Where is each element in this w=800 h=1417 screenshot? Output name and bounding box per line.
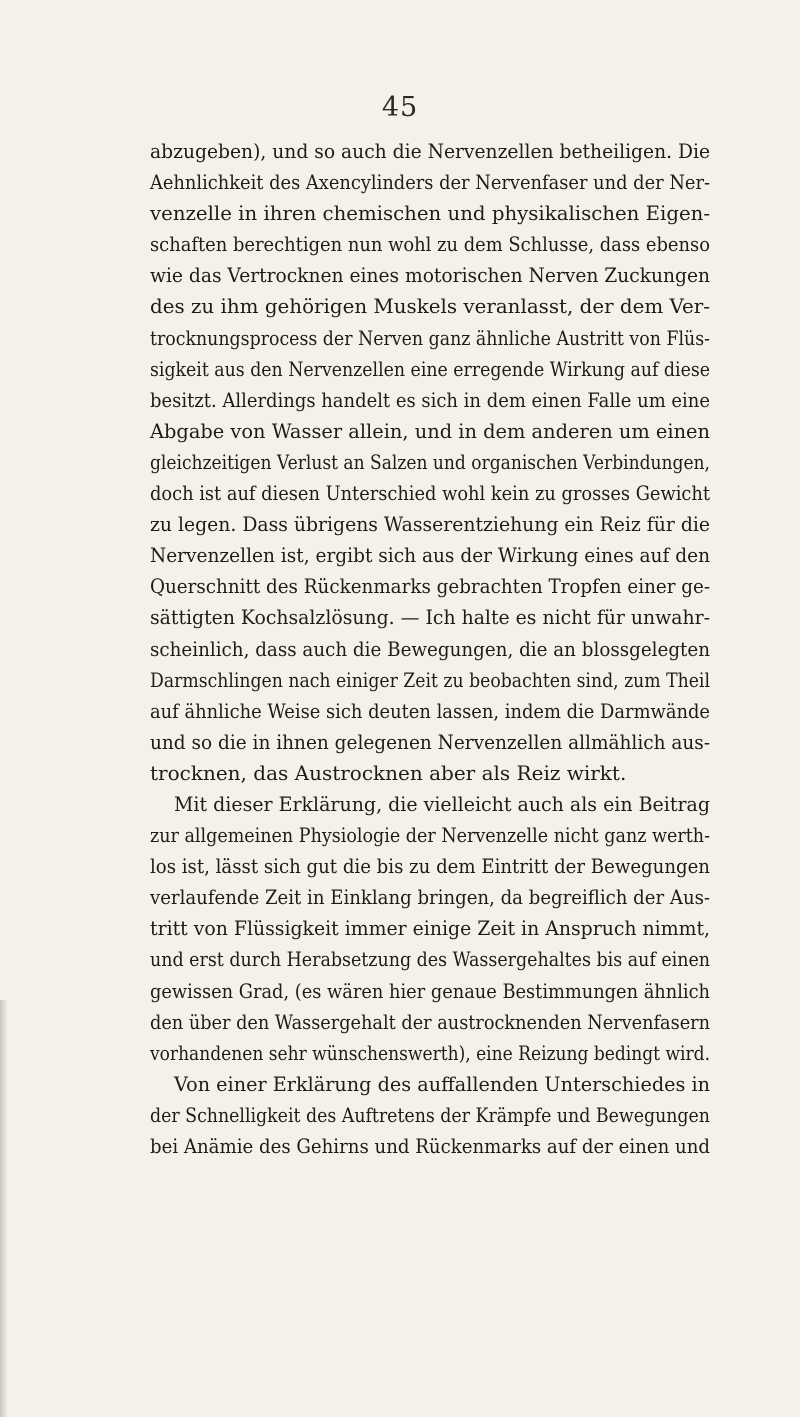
text-line	[150, 727, 710, 758]
text-line	[150, 229, 710, 260]
text-line-content: doch ist auf diesen Unterschied wohl kein zu grosses Gewicht	[150, 481, 710, 506]
text-line	[150, 820, 710, 851]
text-line	[150, 882, 710, 913]
page-number: 45	[381, 92, 419, 123]
text-line-content: verlaufende Zeit in Einklang bringen, da begreiflich der Aus-	[150, 885, 711, 910]
text-line-content: und so die in ihnen gelegenen Nervenzellen allmählich aus-	[150, 729, 711, 754]
text-line-content: sättigten Kochsalzlösung. — Ich halte es nicht für unwahr-	[150, 605, 711, 630]
text-line	[150, 385, 710, 416]
text-line-content: scheinlich, dass auch die Bewegungen, die an blossgelegten	[150, 636, 710, 661]
text-line-content: gleichzeitigen Verlust an Salzen und organischen Verbindungen,	[150, 449, 710, 474]
text-line-content: sigkeit aus den Nervenzellen eine erregende Wirkung auf diese	[150, 356, 710, 381]
text-line-content: los ist, lässt sich gut die bis zu dem Eintritt der Bewegungen	[150, 854, 710, 879]
text-line	[150, 571, 710, 602]
text-line-content: Von einer Erklärung des auffallenden Unterschiedes in	[174, 1071, 711, 1096]
text-line-content: zur allgemeinen Physiologie der Nervenzelle nicht ganz werth-	[150, 823, 711, 848]
text-line	[150, 851, 710, 882]
text-line	[150, 1069, 710, 1100]
text-line	[150, 198, 710, 229]
text-line	[150, 1007, 710, 1038]
text-line	[150, 634, 710, 665]
text-line	[150, 1038, 710, 1069]
text-line	[150, 1100, 710, 1131]
text-line	[150, 167, 710, 198]
text-line-content: Querschnitt des Rückenmarks gebrachten Tropfen einer ge-	[150, 574, 711, 599]
text-line-content: venzelle in ihren chemischen und physikalischen Eigen-	[150, 201, 710, 226]
text-line	[150, 509, 710, 540]
text-line	[150, 291, 710, 322]
text-line	[150, 478, 710, 509]
text-line	[150, 1131, 710, 1162]
text-line-content: der Schnelligkeit des Auftretens der Krämpfe und Bewegungen	[150, 1102, 710, 1127]
text-line	[150, 696, 710, 727]
text-line-content: des zu ihm gehörigen Muskels veranlasst, der dem Ver-	[150, 294, 711, 319]
text-line-content: besitzt. Allerdings handelt es sich in dem einen Falle um eine	[150, 387, 710, 412]
page-edge-shadow	[0, 1000, 8, 1417]
text-line	[150, 540, 710, 571]
text-line-content: vorhandenen sehr wünschenswerth), eine Reizung bedingt wird.	[150, 1040, 711, 1065]
text-line	[150, 447, 710, 478]
text-line	[150, 758, 710, 789]
text-line-content: Abgabe von Wasser allein, und in dem anderen um einen	[150, 418, 711, 443]
text-line-content: zu legen. Dass übrigens Wasserentziehung ein Reiz für die	[150, 512, 711, 537]
text-line	[150, 913, 710, 944]
text-line-content: Nervenzellen ist, ergibt sich aus der Wirkung eines auf den	[150, 543, 711, 568]
text-line	[150, 602, 710, 633]
text-line-content: den über den Wassergehalt der austrocknenden Nervenfasern	[150, 1009, 711, 1034]
text-line	[150, 323, 710, 354]
text-line-content: und erst durch Herabsetzung des Wassergehaltes bis auf einen	[150, 947, 711, 972]
text-line-content: trocknungsprocess der Nerven ganz ähnliche Austritt von Flüs-	[150, 325, 710, 350]
text-line	[150, 665, 710, 696]
text-line-content: bei Anämie des Gehirns und Rückenmarks auf der einen und	[150, 1134, 711, 1158]
text-line-content: auf ähnliche Weise sich deuten lassen, indem die Darmwände	[150, 698, 711, 723]
text-line-content: abzugeben), und so auch die Nervenzellen betheiligen. Die	[150, 139, 711, 163]
text-line-content: schaften berechtigen nun wohl zu dem Schlusse, dass ebenso	[150, 232, 710, 257]
text-line	[150, 260, 710, 291]
text-line	[150, 789, 710, 820]
text-line	[150, 354, 710, 385]
text-line-content: Mit dieser Erklärung, die vielleicht auch als ein Beitrag	[174, 791, 711, 816]
text-line-content: Aehnlichkeit des Axencylinders der Nervenfaser und der Ner-	[150, 170, 711, 195]
body-text	[150, 136, 710, 1162]
text-line-content: gewissen Grad, (es wären hier genaue Bestimmungen ähnlich	[150, 978, 711, 1003]
text-line-content: wie das Vertrocknen eines motorischen Nerven Zuckungen	[150, 263, 710, 288]
text-line-content: Darmschlingen nach einiger Zeit zu beobachten sind, zum Theil	[150, 667, 710, 692]
text-line-content: trocknen, das Austrocknen aber als Reiz wirkt.	[150, 760, 627, 785]
text-line	[150, 416, 710, 447]
text-line	[150, 976, 710, 1007]
text-line	[150, 944, 710, 975]
text-line	[150, 136, 710, 167]
text-line-content: tritt von Flüssigkeit immer einige Zeit in Anspruch nimmt,	[150, 916, 711, 941]
